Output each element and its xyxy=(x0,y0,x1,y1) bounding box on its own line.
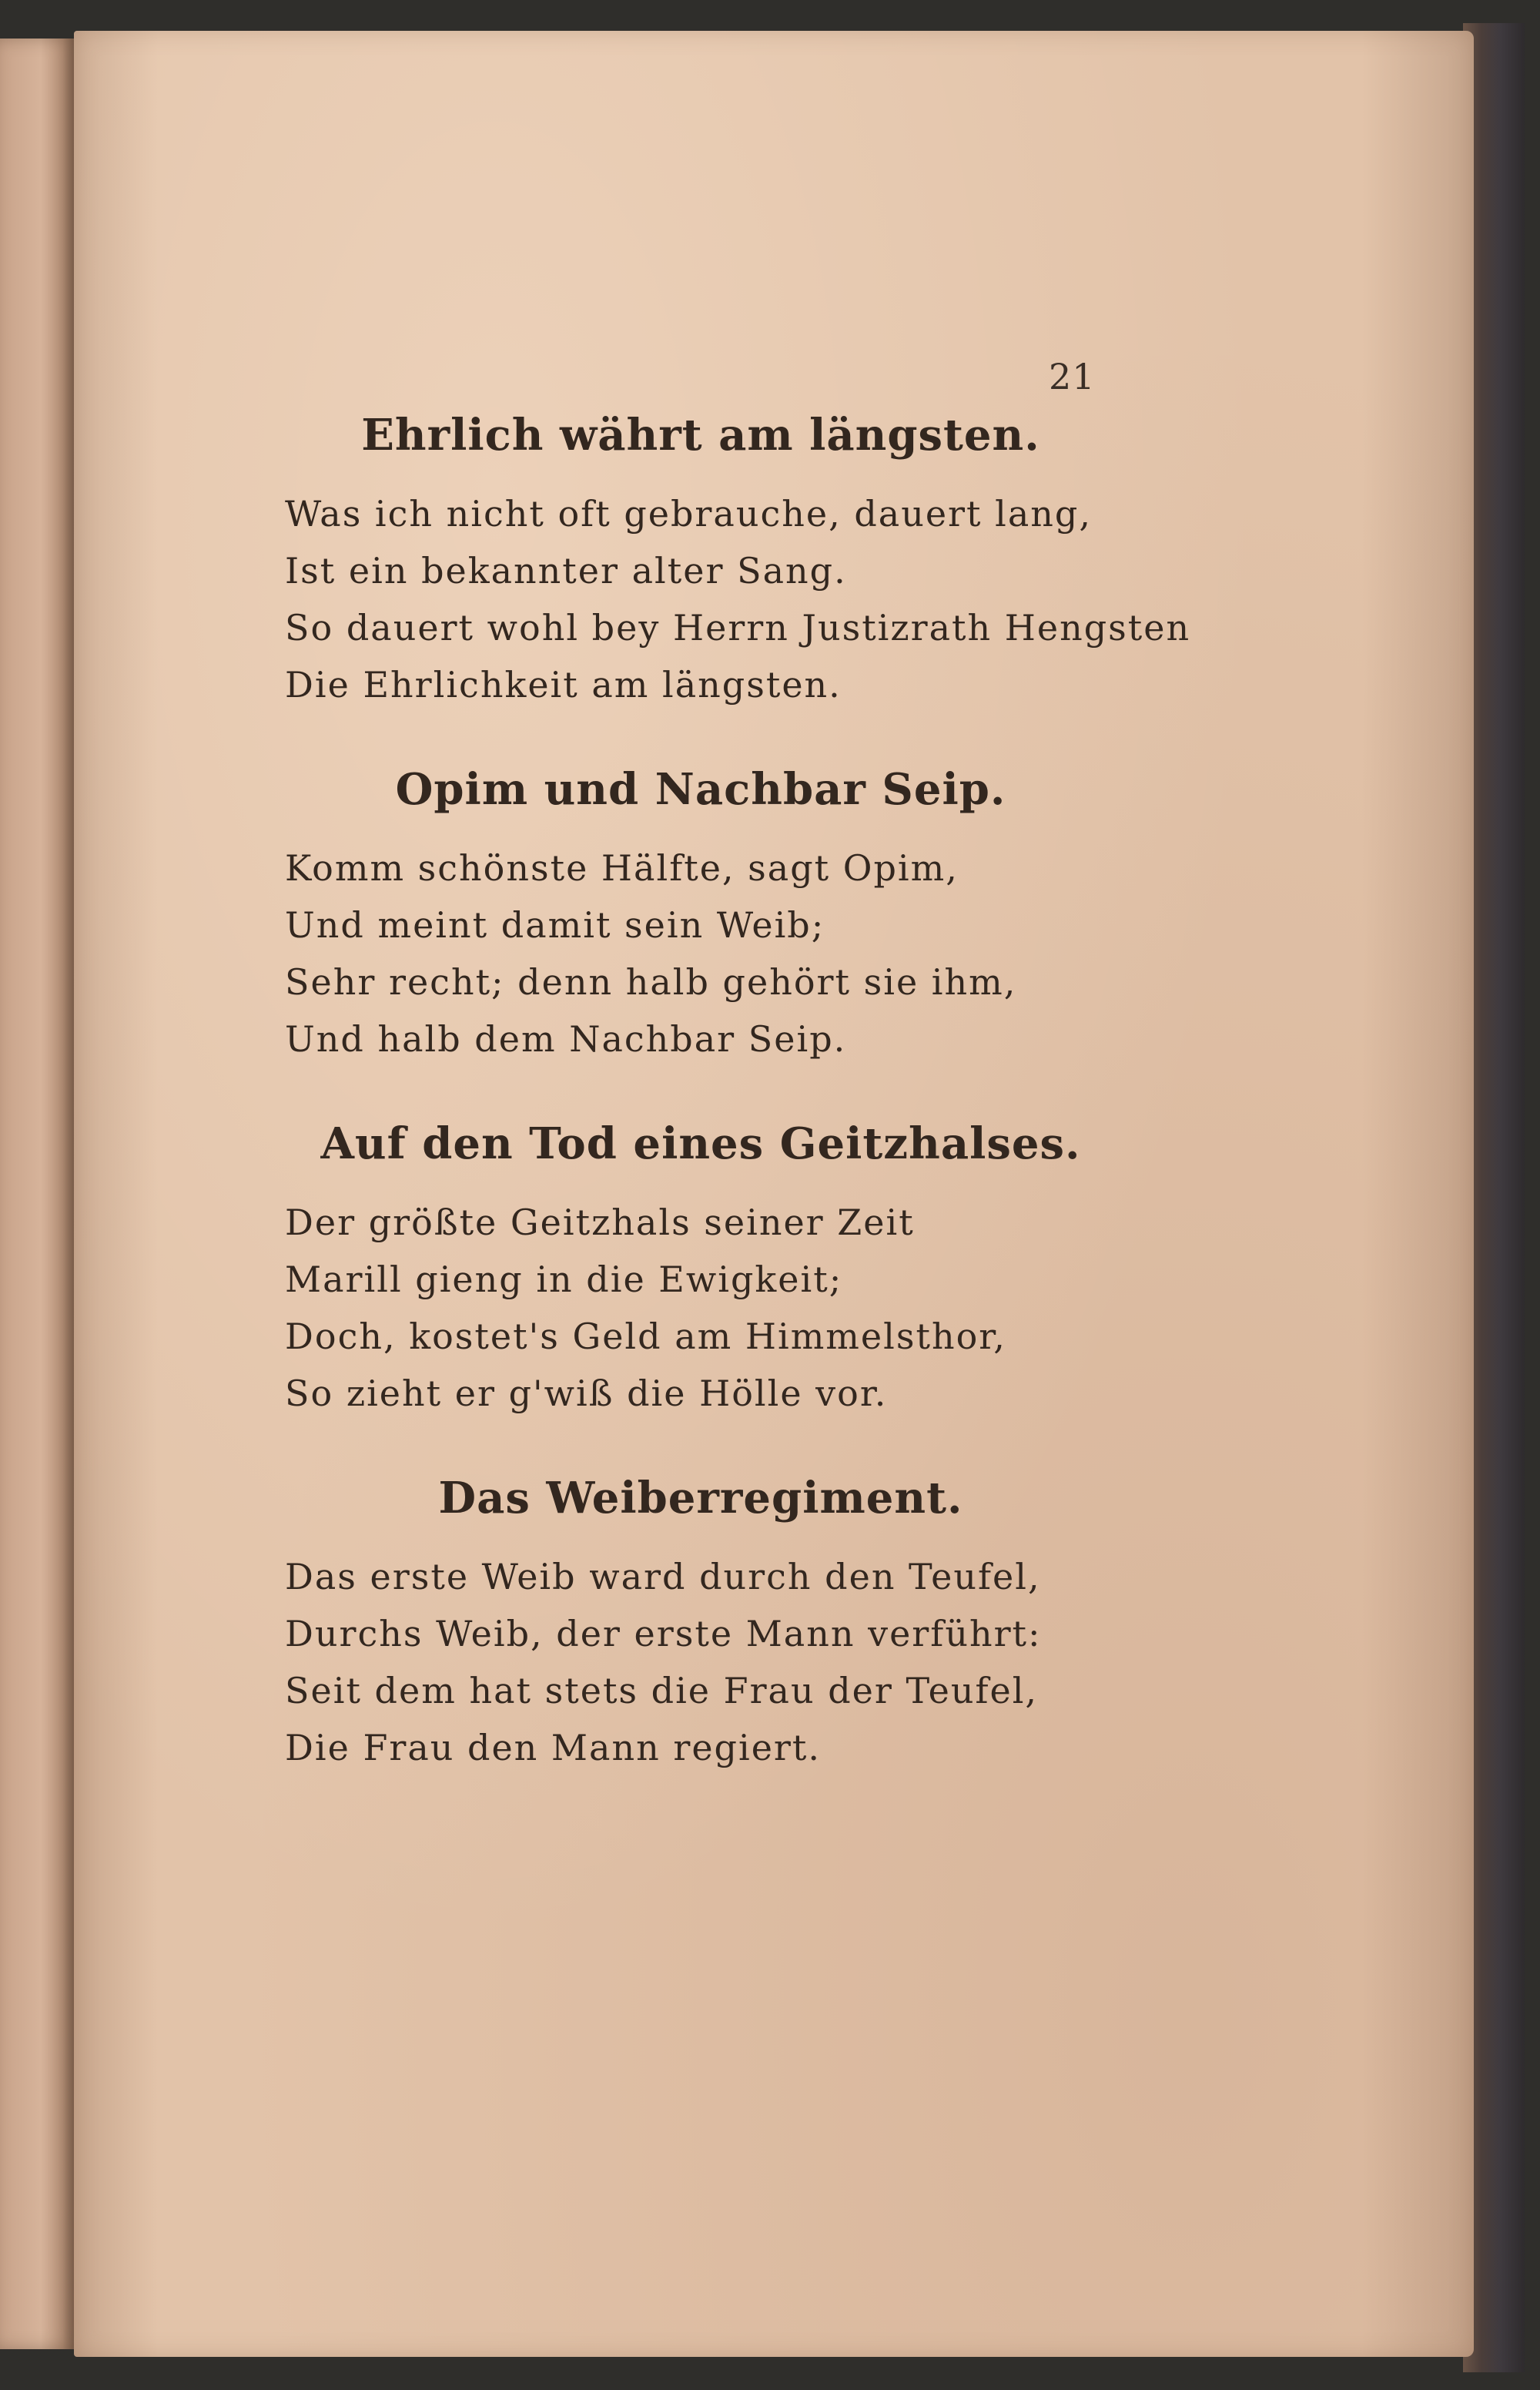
page-number: 21 xyxy=(1049,356,1096,397)
poem-weiberregiment xyxy=(285,1471,1116,1776)
stanza-gap xyxy=(285,713,1116,763)
poem-line: Ist ein bekannter alter Sang. xyxy=(285,550,847,592)
poem-line: Und meint damit sein Weib; xyxy=(285,904,825,946)
poem-title: Auf den Tod eines Geitzhalses. xyxy=(320,1118,1081,1169)
poem-opim xyxy=(285,763,1116,1068)
stanza-gap xyxy=(285,1068,1116,1117)
poem-line: Der größte Geitzhals seiner Zeit xyxy=(285,1202,915,1243)
poem-line: Marill gieng in die Ewigkeit; xyxy=(285,1259,843,1300)
stanza-gap xyxy=(285,1422,1116,1471)
poem-line: Das erste Weib ward durch den Teufel, xyxy=(285,1556,1041,1597)
poem-title: Ehrlich währt am längsten. xyxy=(361,410,1040,461)
poem-title: Opim und Nachbar Seip. xyxy=(395,764,1006,815)
poem-line: Die Frau den Mann regiert. xyxy=(285,1727,822,1768)
poem-line: Seit dem hat stets die Frau der Teufel, xyxy=(285,1670,1039,1711)
poem-line: So dauert wohl bey Herrn Justizrath Hengsten xyxy=(285,607,1191,649)
poem-line: Komm schönste Hälfte, sagt Opim, xyxy=(285,847,959,889)
poem-collection xyxy=(285,408,1191,1776)
poem-title: Das Weiberregiment. xyxy=(438,1473,963,1523)
poem-line: Doch, kostet's Geld am Himmelsthor, xyxy=(285,1316,1006,1357)
poem-ehrlich xyxy=(285,408,1191,713)
poem-geitzhals xyxy=(285,1117,1116,1422)
poem-line: Durchs Weib, der erste Mann verführt: xyxy=(285,1613,1042,1654)
poem-line: Sehr recht; denn halb gehört sie ihm, xyxy=(285,961,1017,1003)
poem-line: Die Ehrlichkeit am längsten. xyxy=(285,664,842,706)
poem-line: So zieht er g'wiß die Hölle vor. xyxy=(285,1373,888,1414)
poem-line: Was ich nicht oft gebrauche, dauert lang, xyxy=(285,493,1092,535)
facing-page-edge xyxy=(0,39,74,2349)
poem-line: Und halb dem Nachbar Seip. xyxy=(285,1018,847,1060)
